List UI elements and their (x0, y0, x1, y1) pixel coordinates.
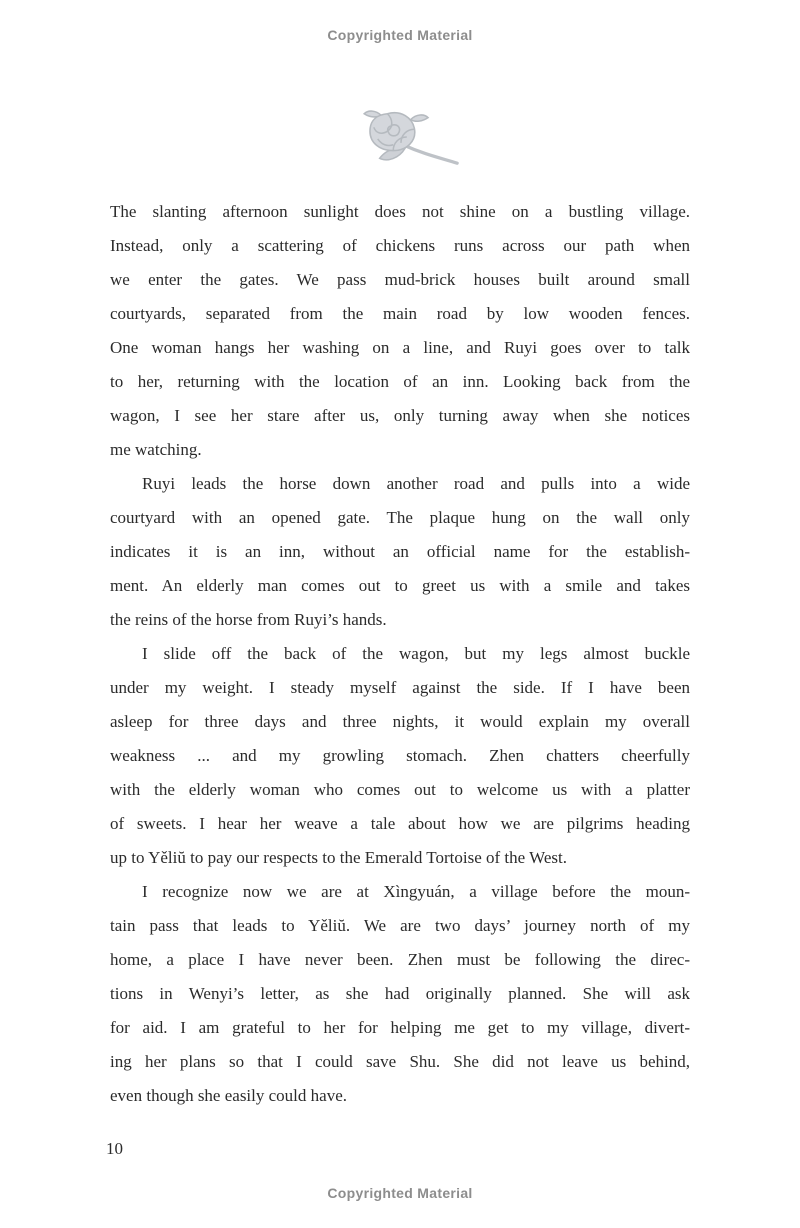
text-line: to her, returning with the location of an inn. Looking back from the (110, 372, 690, 391)
text-line: tions in Wenyi’s letter, as she had originally planned. She will ask (110, 984, 690, 1003)
text-line: up to Yěliŭ to pay our respects to the Emerald Tortoise of the West. (110, 848, 567, 867)
text-line: ment. An elderly man comes out to greet us with a smile and takes (110, 576, 690, 595)
text-line: courtyard with an opened gate. The plaque hung on the wall only (110, 508, 690, 527)
text-line: I slide off the back of the wagon, but my legs almost buckle (142, 644, 690, 663)
paragraph (110, 637, 690, 875)
text-line: ing her plans so that I could save Shu. She did not leave us behind, (110, 1052, 690, 1071)
text-line: tain pass that leads to Yěliŭ. We are two days’ journey north of my (110, 916, 690, 935)
text-line: The slanting afternoon sunlight does not shine on a bustling village. (110, 202, 690, 221)
text-line: Ruyi leads the horse down another road and pulls into a wide (142, 474, 690, 493)
text-line: with the elderly woman who comes out to welcome us with a platter (110, 780, 690, 799)
chapter-ornament-wrap (0, 106, 800, 173)
text-line: asleep for three days and three nights, it would explain my overall (110, 712, 690, 731)
paragraph (110, 195, 690, 467)
text-line: of sweets. I hear her weave a tale about how we are pilgrims heading (110, 814, 690, 833)
text-line: courtyards, separated from the main road by low wooden fences. (110, 304, 690, 323)
text-line: wagon, I see her stare after us, only turning away when she notices (110, 406, 690, 425)
text-line: One woman hangs her washing on a line, and Ruyi goes over to talk (110, 338, 690, 357)
text-line: even though she easily could have. (110, 1086, 347, 1105)
copyright-notice-bottom: Copyrighted Material (327, 1185, 473, 1201)
page-number: 10 (106, 1139, 123, 1158)
copyright-notice-top: Copyrighted Material (327, 27, 473, 43)
text-line: we enter the gates. We pass mud-brick houses built around small (110, 270, 690, 289)
text-line: I recognize now we are at Xìngyuán, a village before the moun- (142, 882, 690, 901)
paragraph (110, 467, 690, 637)
rose-ornament-icon (337, 106, 463, 168)
text-line: Instead, only a scattering of chickens runs across our path when (110, 236, 690, 255)
page-body (110, 195, 690, 1113)
text-line: the reins of the horse from Ruyi’s hands. (110, 610, 387, 629)
paragraph (110, 875, 690, 1113)
text-line: me watching. (110, 440, 202, 459)
text-line: under my weight. I steady myself against the side. If I have been (110, 678, 690, 697)
text-line: weakness ... and my growling stomach. Zhen chatters cheerfully (110, 746, 690, 765)
text-line: home, a place I have never been. Zhen must be following the direc- (110, 950, 690, 969)
text-line: indicates it is an inn, without an official name for the establish- (110, 542, 690, 561)
text-line: for aid. I am grateful to her for helping me get to my village, divert- (110, 1018, 690, 1037)
